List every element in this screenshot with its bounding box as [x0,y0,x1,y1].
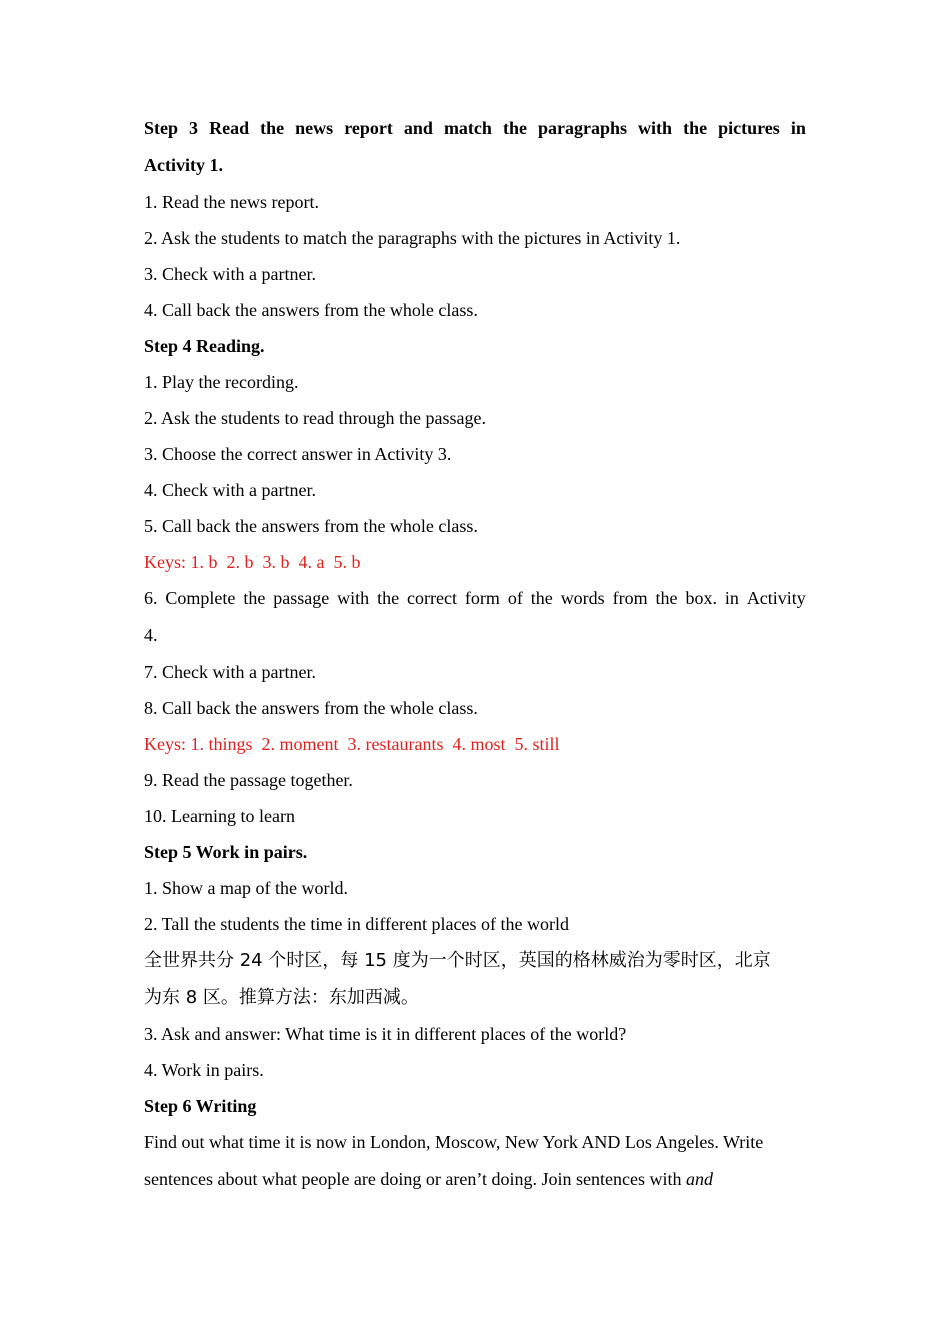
step4-item-9: 9. Read the passage together. [144,770,353,790]
step4-item-6-word: passage [273,588,330,608]
step4-keys-1: Keys: 1. b 2. b 3. b 4. a 5. b [144,552,361,572]
step4-item-10: 10. Learning to learn [144,806,295,826]
step4-item-6-word: the [530,588,553,608]
step3-item-2: 2. Ask the students to match the paragraphs with the pictures in Activity 1. [144,228,681,248]
step3-item-1: 1. Read the news report. [144,192,319,212]
step4-item-6-word: correct [407,588,457,608]
step3-heading-word: in [790,118,806,138]
step3-heading-word: and [403,118,433,138]
step4-item-6-line1 [144,580,806,617]
step3-heading-word: Read [209,118,250,138]
step4-item-8: 8. Call back the answers from the whole class. [144,698,478,718]
step3-item-3: 3. Check with a partner. [144,264,316,284]
step3-heading-word: match [443,118,492,138]
step4-item-2: 2. Ask the students to read through the passage. [144,408,486,428]
step4-keys-2: Keys: 1. things 2. moment 3. restaurants 4. most 5. still [144,734,560,754]
step5-item-1: 1. Show a map of the world. [144,878,348,898]
step4-heading: Step 4 Reading. [144,336,265,356]
step3-heading-word: the [683,118,708,138]
step4-item-6-word: of [507,588,523,608]
step5-chinese-line1: 全世界共分 24 个时区，每 15 度为一个时区，英国的格林威治为零时区，北京 [144,950,771,971]
step4-item-6-word: from [612,588,648,608]
step3-heading-line1 [144,110,806,147]
step3-heading-line2: Activity 1. [144,155,223,175]
step4-item-6-word: with [337,588,370,608]
step3-heading-word: with [638,118,673,138]
step6-paragraph-line2-text: sentences about what people are doing or aren’t doing. Join sentences with [144,1169,687,1189]
step6-paragraph-line2-italic: and [686,1169,714,1189]
step4-item-5: 5. Call back the answers from the whole class. [144,516,478,536]
step4-item-6-word: Complete [165,588,236,608]
step5-chinese-line2: 为东 8 区。推算方法：东加西减。 [144,987,419,1008]
step5-item-3: 3. Ask and answer: What time is it in different places of the world? [144,1024,627,1044]
step3-heading-word: news [295,118,334,138]
step4-item-6-word: Activity [746,588,806,608]
step3-heading-word: report [344,118,393,138]
step4-item-4: 4. Check with a partner. [144,480,316,500]
step5-item-2: 2. Tall the students the time in different places of the world [144,914,569,934]
step3-heading-word: Step [144,118,179,138]
step3-heading-word: 3 [189,118,199,138]
step3-heading-word: paragraphs [538,118,628,138]
step4-item-6-word: 6. [144,588,158,608]
document-page [144,110,806,1198]
step3-heading-word: pictures [718,118,780,138]
step3-heading-word: the [260,118,285,138]
step4-item-6-line2: 4. [144,625,158,645]
step3-heading-word: the [502,118,527,138]
step5-item-4: 4. Work in pairs. [144,1060,264,1080]
step4-item-6-word: the [377,588,400,608]
step4-item-7: 7. Check with a partner. [144,662,316,682]
step4-item-6-word: words [560,588,605,608]
step3-item-4: 4. Call back the answers from the whole class. [144,300,478,320]
step4-item-6-word: form [464,588,500,608]
step4-item-3: 3. Choose the correct answer in Activity 3. [144,444,452,464]
step4-item-6-word: the [655,588,678,608]
step5-heading: Step 5 Work in pairs. [144,842,308,862]
step4-item-1: 1. Play the recording. [144,372,299,392]
step4-item-6-word: box. [685,588,717,608]
step6-paragraph-line2 [144,1161,806,1198]
step6-heading: Step 6 Writing [144,1096,257,1116]
step4-item-6-word: the [243,588,266,608]
step4-item-6-word: in [724,588,739,608]
step6-paragraph-line1: Find out what time it is now in London, Moscow, New York AND Los Angeles. Write [144,1132,764,1152]
